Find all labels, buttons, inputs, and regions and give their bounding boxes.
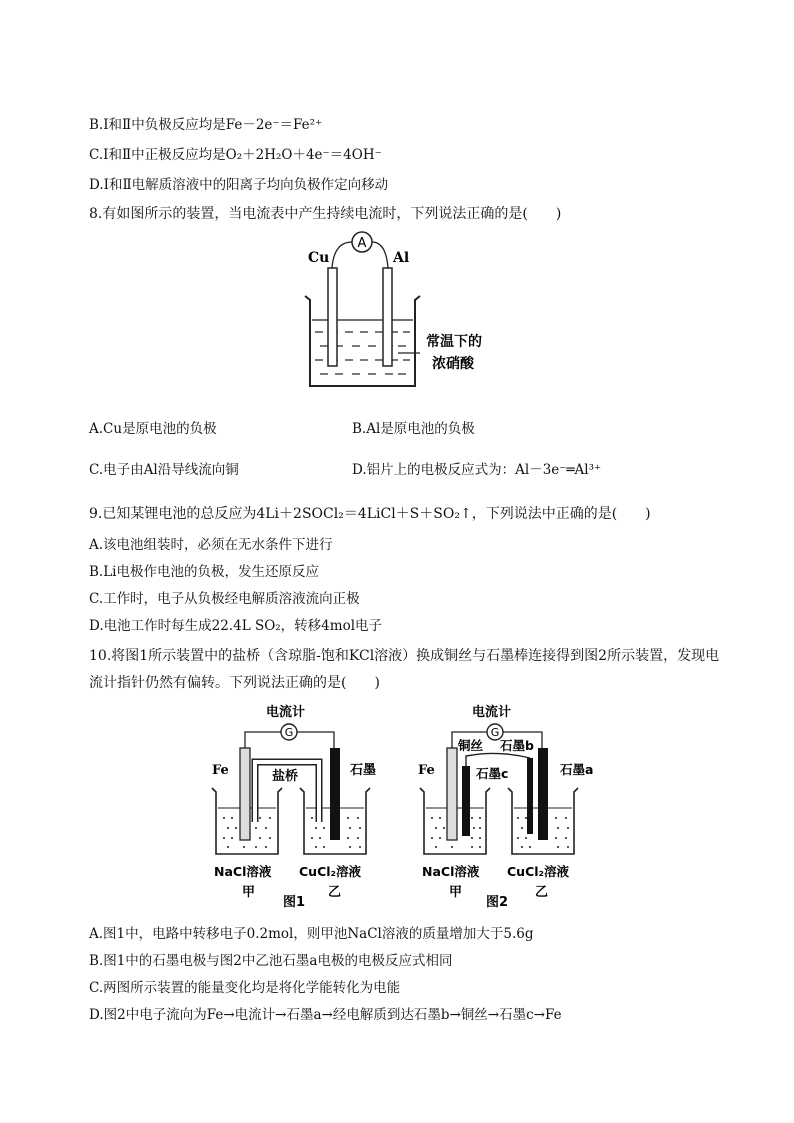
q10-option-b: B.图1中的石墨电极与图2中乙池石墨a电极的电极反应式相同 — [89, 953, 453, 969]
q10-stem-line1: 10.将图1所示装置中的盐桥（含琼脂-饱和KCl溶液）换成铜丝与石墨棒连接得到图2所示装置，发现电 — [89, 648, 720, 664]
svg-text:Fe: Fe — [212, 763, 229, 778]
svg-text:NaCl溶液: NaCl溶液 — [214, 864, 272, 879]
svg-text:盐桥: 盐桥 — [272, 769, 299, 784]
q7-option-c: C.Ⅰ和Ⅱ中正极反应均是O₂＋2H₂O＋4e⁻＝4OH⁻ — [89, 147, 382, 163]
q9-option-c: C.工作时，电子从负极经电解质溶液流向正极 — [89, 591, 360, 607]
ammeter-label: A — [357, 236, 367, 251]
svg-text:CuCl₂溶液: CuCl₂溶液 — [299, 864, 362, 879]
beaker-outline — [305, 296, 420, 386]
svg-text:G: G — [490, 726, 500, 739]
q10-option-a: A.图1中，电路中转移电子0.2mol，则甲池NaCl溶液的质量增加大于5.6g — [89, 926, 534, 942]
fig2-caption: 图2 — [486, 895, 509, 910]
solution-label-line1: 常温下的 — [426, 334, 482, 350]
q8-option-b: B.Al是原电池的负极 — [352, 421, 475, 437]
svg-text:石墨b: 石墨b — [500, 738, 534, 753]
svg-text:石墨c: 石墨c — [476, 766, 509, 781]
q9-stem: 9.已知某锂电池的总反应为4Li＋2SOCl₂＝4LiCl＋S＋SO₂↑，下列说法中正确的是( ) — [89, 506, 651, 522]
graphite-c-electrode — [462, 766, 470, 836]
fig2-meter-title: 电流计 — [472, 705, 512, 720]
cu-label: Cu — [308, 250, 330, 266]
q10-option-c: C.两图所示装置的能量变化均是将化学能转化为电能 — [89, 980, 401, 996]
solution-label-line2: 浓硝酸 — [432, 356, 474, 372]
svg-text:NaCl溶液: NaCl溶液 — [422, 864, 480, 879]
q8-figure — [290, 228, 520, 398]
fig1-caption: 图1 — [283, 895, 306, 910]
svg-text:乙: 乙 — [535, 885, 549, 900]
q7-option-b: B.Ⅰ和Ⅱ中负极反应均是Fe－2e⁻＝Fe²⁺ — [89, 117, 323, 133]
q10-figure-1 — [200, 700, 395, 910]
svg-text:Fe: Fe — [418, 763, 435, 778]
copper-wire — [466, 753, 530, 766]
q9-option-a: A.该电池组装时，必须在无水条件下进行 — [89, 537, 333, 553]
svg-text:甲: 甲 — [242, 885, 256, 900]
q8-option-c: C.电子由Al沿导线流向铜 — [89, 462, 239, 478]
graphite-a-electrode — [538, 748, 548, 840]
graphite-electrode — [330, 748, 340, 840]
fig1-meter-title: 电流计 — [266, 705, 306, 720]
al-label: Al — [393, 250, 410, 266]
svg-text:甲: 甲 — [449, 885, 463, 900]
cu-electrode — [328, 268, 337, 366]
al-electrode — [383, 268, 392, 366]
svg-text:CuCl₂溶液: CuCl₂溶液 — [507, 864, 570, 879]
q7-option-d: D.Ⅰ和Ⅱ电解质溶液中的阳离子均向负极作定向移动 — [89, 177, 389, 193]
svg-text:乙: 乙 — [328, 885, 342, 900]
q10-figure-2 — [410, 700, 610, 910]
q10-option-d: D.图2中电子流向为Fe→电流计→石墨a→经电解质到达石墨b→铜丝→石墨c→Fe — [89, 1007, 562, 1023]
svg-text:铜丝: 铜丝 — [458, 738, 484, 753]
q9-option-d: D.电池工作时每生成22.4L SO₂，转移4mol电子 — [89, 618, 383, 634]
fe-electrode — [447, 748, 457, 840]
graphite-b-electrode — [527, 758, 533, 834]
svg-text:G: G — [284, 726, 294, 739]
q8-option-d: D.铝片上的电极反应式为：Al－3e⁻═Al³⁺ — [352, 462, 602, 478]
svg-text:石墨a: 石墨a — [560, 762, 594, 777]
q8-option-a: A.Cu是原电池的负极 — [89, 421, 217, 437]
q10-stem-line2: 流计指针仍然有偏转。下列说法正确的是( ) — [89, 675, 380, 691]
fe-electrode — [240, 748, 250, 840]
q8-stem: 8.有如图所示的装置，当电流表中产生持续电流时，下列说法正确的是( ) — [89, 206, 562, 222]
svg-text:石墨: 石墨 — [350, 763, 377, 778]
q9-option-b: B.Li电极作电池的负极，发生还原反应 — [89, 564, 319, 580]
